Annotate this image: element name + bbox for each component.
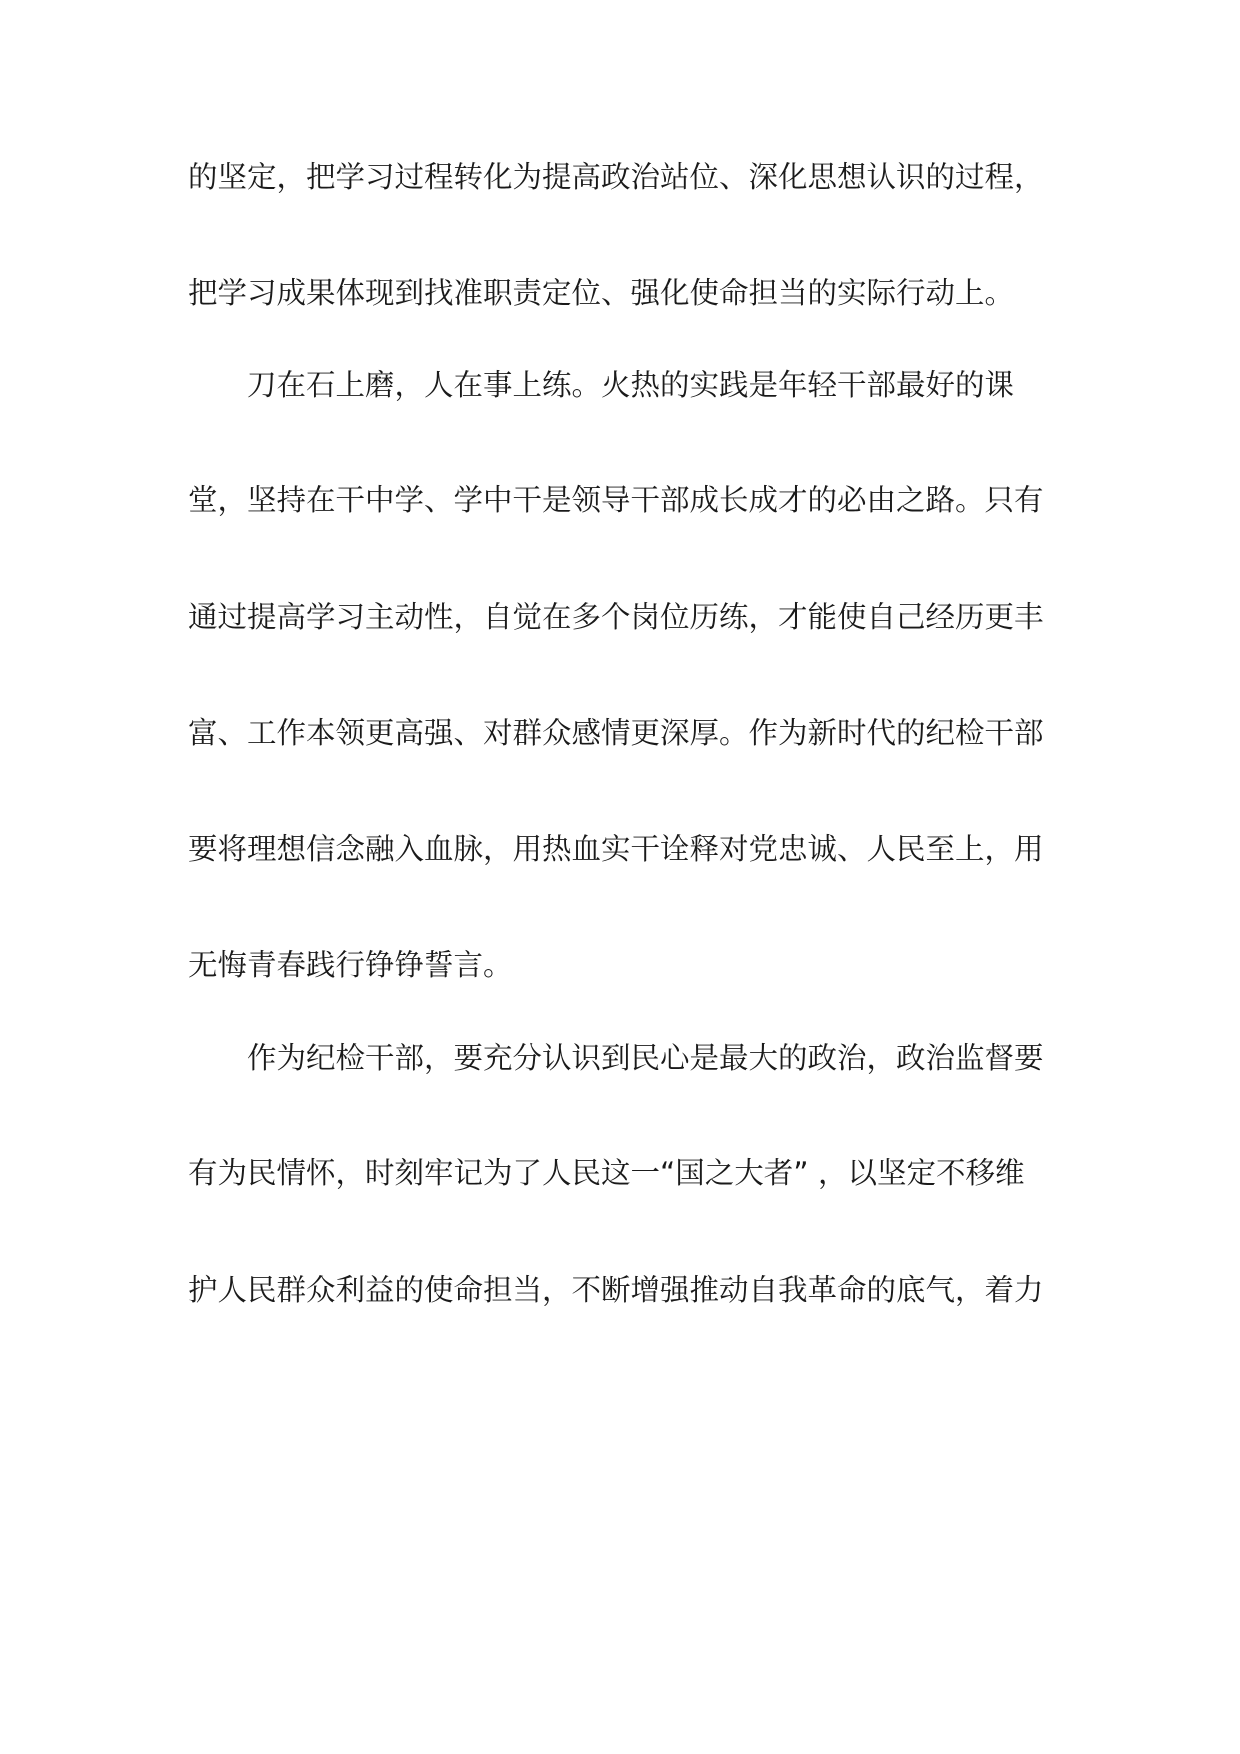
paragraph-first-line: 作为纪检干部，要充分认识到民心是最大的政治，政治监督要: [247, 1041, 1044, 1075]
text-line: 堂，坚持在干中学、学中干是领导干部成长成才的必由之路。只有: [188, 483, 1044, 517]
text-line: 富、工作本领更高强、对群众感情更深厚。作为新时代的纪检干部: [188, 716, 1044, 750]
text-line: 要将理想信念融入血脉，用热血实干诠释对党忠诚、人民至上，用: [188, 832, 1044, 866]
text-line: 无悔青春践行铮铮誓言。: [188, 948, 513, 982]
text-line: 通过提高学习主动性，自觉在多个岗位历练，才能使自己经历更丰: [188, 600, 1044, 634]
text-line: 把学习成果体现到找准职责定位、强化使命担当的实际行动上。: [188, 276, 1015, 310]
text-line: 有为民情怀，时刻牢记为了人民这一“国之大者” ，以坚定不移维: [188, 1156, 1025, 1190]
paragraph-first-line: 刀在石上磨，人在事上练。火热的实践是年轻干部最好的课: [247, 368, 1015, 402]
text-line: 护人民群众利益的使命担当，不断增强推动自我革命的底气，着力: [188, 1273, 1044, 1307]
text-line: 的坚定，把学习过程转化为提高政治站位、深化思想认识的过程，: [188, 160, 1044, 194]
